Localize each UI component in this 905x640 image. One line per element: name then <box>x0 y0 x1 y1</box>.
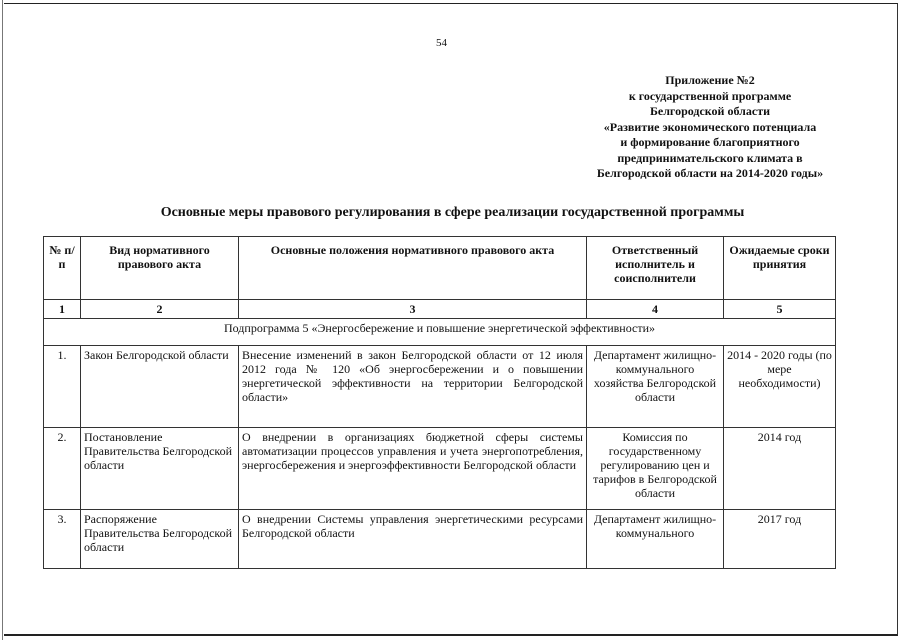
table-row <box>44 510 836 569</box>
column-number: 1 <box>44 300 81 319</box>
row-term: 2014 год <box>724 428 836 510</box>
legal-measures-table <box>43 236 836 569</box>
subprogram-row <box>44 319 836 346</box>
row-provisions: О внедрении Системы управления энергетическими ресурсами Белгородской области <box>239 510 587 569</box>
header-provisions: Основные положения нормативного правового акта <box>239 237 587 300</box>
appendix-line: «Развитие экономического потенциала <box>603 119 817 134</box>
header-term: Ожидаемые сроки принятия <box>724 237 836 300</box>
subprogram-title: Подпрограмма 5 «Энергосбережение и повышение энергетической эффективности» <box>44 319 836 346</box>
table-row <box>44 428 836 510</box>
appendix-line: предпринимательского климата в <box>617 150 803 165</box>
row-act-type: Распоряжение Правительства Белгородской области <box>81 510 239 569</box>
document-title: Основные меры правового регулирования в сфере реализации государственной программы <box>160 205 745 220</box>
appendix-line: к государственной программе <box>628 88 792 103</box>
appendix-line: Белгородской области <box>649 104 771 118</box>
row-term: 2017 год <box>724 510 836 569</box>
row-executor: Департамент жилищно-коммунального <box>587 510 724 569</box>
header-executor: Ответственный исполнитель и соисполнители <box>587 237 724 300</box>
appendix-line: Белгородской области на 2014-2020 годы» <box>596 166 824 180</box>
row-term: 2014 - 2020 годы (по мере необходимости) <box>724 346 836 428</box>
row-number: 2. <box>44 428 81 510</box>
row-number: 3. <box>44 510 81 569</box>
column-number: 4 <box>587 300 724 319</box>
appendix-header <box>540 73 880 182</box>
appendix-line: и формирование благоприятного <box>620 135 800 149</box>
header-number: № п/п <box>44 237 81 300</box>
row-executor: Комиссия по государственному регулированию цен и тарифов в Белгородской области <box>587 428 724 510</box>
page-number: 54 <box>436 37 447 49</box>
column-number: 3 <box>239 300 587 319</box>
table-header-row <box>44 237 836 300</box>
header-act-type: Вид нормативного правового акта <box>81 237 239 300</box>
row-executor: Департамент жилищно-коммунального хозяйства Белгородской области <box>587 346 724 428</box>
table-row <box>44 346 836 428</box>
row-number: 1. <box>44 346 81 428</box>
row-act-type: Постановление Правительства Белгородской области <box>81 428 239 510</box>
row-act-type: Закон Белгородской области <box>81 346 239 428</box>
column-number-row <box>44 300 836 319</box>
column-number: 5 <box>724 300 836 319</box>
row-provisions: О внедрении в организациях бюджетной сферы системы автоматизации процессов управления и учета энергопотребления, энергосбережения и энергоэффективности Белгородской области <box>239 428 587 510</box>
row-provisions: Внесение изменений в закон Белгородской области от 12 июля 2012 года № 120 «Об энергосбережении и о повышении энергетической эффективности на территории Белгородской области» <box>239 346 587 428</box>
column-number: 2 <box>81 300 239 319</box>
appendix-line: Приложение №2 <box>665 73 755 87</box>
